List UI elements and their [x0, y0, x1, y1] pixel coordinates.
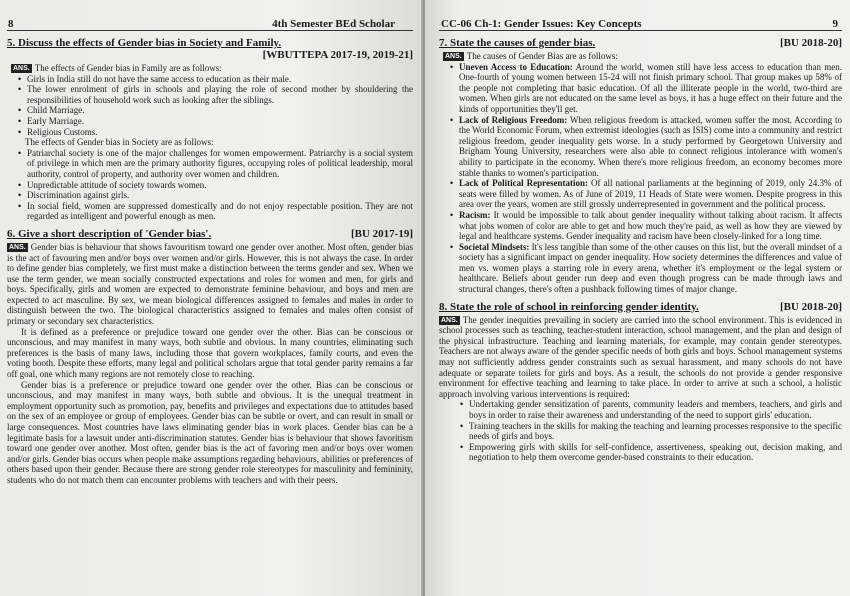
question-7 [439, 37, 842, 295]
question-8-source: [BU 2018-20] [779, 300, 842, 313]
question-5-title: 5. Discuss the effects of Gender bias in Society and Family. [WBUTTEPA 2017-19, 2019-21] [7, 37, 413, 61]
question-8-title: 8. State the role of school in reinforcing gender identity. [BU 2018-20] [439, 300, 842, 313]
q5-society-intro: The effects of Gender bias in Society are as follows: [25, 137, 214, 148]
right-page-number: 9 [832, 18, 838, 30]
list-item: • In social field, women are suppressed domestically and do not enjoy respectable position. They are not regarded as intelligent and powerful enough as men. [27, 201, 413, 222]
question-6 [7, 228, 413, 486]
list-item: • Uneven Access to Education: Around the world, women still have less access to education than men. One-fourth of young women between 15-24 will not finish primary school. That group makes up 58% of the people not completing that basic education. Of all the illiterate people in the world, two-third are women. When girls are not educated on the same level as boys, it has a huge effect on their future and the kinds of opportunities they'll get. [459, 62, 842, 115]
list-item: • Religious Customs. [27, 127, 413, 138]
q6-paragraph-3: Gender bias is a preference or prejudice toward one gender over the other. Bias can be conscious or unconscious, and may manifest in many ways, both subtle and obvious. It is the unequal treatment in employment opportunity such as promotion, pay, benefits and privileges and expectations due to attitudes based on the sex of an employee or group of employees. Gender bias can be subtle or overt, and can result in small or large consequences. Most countries have laws eliminating gender bias in work places. Gender bias can be a legitimate basis for a lawsuit under anti-discrimination statutes. Gender bias is behaviour that shows favoritism toward one gender over another. Most often, gender bias is the act of favoring men and/or boys over women and/or girls. Gender bias occurs when people make assumptions regarding behaviours, abilities or preferences of others based upon their gender. Because there are strong gender role stereotypes for masculinity and femininity, students who do not match them can encounter problems with teachers and with their peers. [7, 379, 413, 485]
question-6-source: [BU 2017-19] [350, 227, 413, 240]
left-page [0, 0, 423, 596]
interventions-list [439, 399, 842, 463]
question-6-title: 6. Give a short description of 'Gender bias'. [BU 2017-19] [7, 227, 413, 240]
list-item: • Discrimination against girls. [27, 190, 413, 201]
causes-list [439, 62, 842, 295]
right-page-header [439, 0, 842, 31]
answer-tag: ANS. [13, 65, 30, 72]
right-page [425, 0, 850, 596]
left-page-number: 8 [8, 18, 14, 30]
answer-tag: ANS. [441, 316, 458, 324]
list-item: • Undertaking gender sensitization of parents, community leaders and members, teachers, and girls and boys in order to raise their awareness and understanding of the need to support girls' education. [469, 399, 842, 420]
list-item: • Racism: It would be impossible to talk about gender inequality without talking about racism. It affects what jobs women of color are able to get and how much they're paid, as well as how they are viewed by legal and healthcare systems. Gender inequality and racism have been closely-linked for a long time. [459, 210, 842, 242]
society-effects-list [7, 148, 413, 222]
question-7-title: 7. State the causes of gender bias. [BU 2018-20] [439, 37, 842, 49]
list-item: • The lower enrolment of girls in schools and playing the role of second mother by shouldering the responsibilities of household work such as looking after the siblings. [27, 84, 413, 105]
question-5 [7, 37, 413, 222]
question-5-source: [WBUTTEPA 2017-19, 2019-21] [262, 49, 413, 61]
list-item: • Early Marriage. [27, 116, 413, 127]
list-item: • Empowering girls with skills for self-confidence, assertiveness, speaking out, decision making, and negotiation to help them overcome gender-based constraints to their education. [469, 442, 842, 463]
q5-intro: The effects of Gender bias in Family are as follows: [34, 63, 222, 73]
list-item: • Patriarchal society is one of the major challenges for women empowerment. Patriarchy is a social system of privilege in which men are the primary authority figures, occupying roles of political leadership, moral authority, control of property, and authority over women and children. [27, 148, 413, 180]
answer-tag: ANS. [9, 243, 26, 251]
left-running-head: 4th Semester BEd Scholar [272, 18, 395, 30]
list-item: • Training teachers in the skills for making the teaching and learning processes responsive to the specific needs of girls and boys. [469, 421, 842, 442]
list-item: • Lack of Political Representation: Of all national parliaments at the beginning of 2019, only 24.3% of seats were filled by women. As of June of 2019, 11 Heads of State were women. Despite progress in this area over the years, women are still grossly underrepresented in government and the political process. [459, 178, 842, 210]
list-item: • Girls in India still do not have the same access to education as their male. [27, 74, 413, 85]
question-7-source: [BU 2018-20] [779, 37, 842, 49]
question-8 [439, 301, 842, 463]
q6-paragraph-2: It is defined as a preference or prejudice toward one gender over the other. Bias can be conscious or unconscious, and may manifest in many ways, both subtle and obvious. In many countries, eliminating such preferences is the basis of many laws, including those that govern workplaces, family courts, and even the voting booth. Despite these efforts, many legal and political scholars argue that total gender parity remains a far off goal, one which many regions are not remotely close to reaching. [7, 326, 413, 380]
list-item: • Lack of Religious Freedom: When religious freedom is attacked, women suffer the most. According to the World Economic Forum, when extremist ideologies (such as ISIS) come into a community and restrict religious freedom, gender inequality gets worse. In a study performed by Georgetown University and Brigham Young University, researchers were also able to connect religious intolerance with women's ability to participate in the economy. When there's more religious freedom, an economy becomes more stable thanks to women's participation. [459, 115, 842, 179]
family-effects-list [7, 74, 413, 138]
q6-paragraph-1: Gender bias is behaviour that shows favouritism toward one gender over another. Most often, gender bias is the act of favouring men and/or boys over women and/or girls. However, this is not always the case. In order to define gender bias completely, we first must make a distinction between the terms gender and sex. When we use the term gender, we mean socially constructed expectations and roles for women and men, for girls and boys. Specifically, girls and women are expected to demonstrate feminine behaviour, and boys and men are expected to act masculine. By sex, we mean biological differences assigned to females and males in order to distinguish between the two. The biological characteristics assigned to females and males often consist of primary or secondary sex characteristics. [7, 241, 413, 327]
left-page-header [7, 0, 413, 31]
right-running-head: CC-06 Ch-1: Gender Issues: Key Concepts [441, 18, 642, 30]
answer-tag: ANS. [445, 53, 462, 60]
q8-paragraph: The gender inequities prevailing in society are carried into the school environment. This is evidenced in school processes such as teaching, teacher-student interaction, school management, and the plan and design of the physical infrastructure. Teaching and learning materials, for example, may contain gender stereotypes. Teachers are not always aware of the gender specific needs of both girls and boys. School management systems may not sufficiently address gender constraints such as sexual harassment, and many schools do not have adequate or separate toilets for girls and boys. As a result, the schools do not provide a gender responsive environment for effective teaching and learning to take place. In order to arrive at such a school, a holistic approach involving various interventions is required: [439, 314, 842, 399]
list-item: • Societal Mindsets: It's less tangible than some of the other causes on this list, but the overall mindset of a society has a significant impact on gender inequality. How society determines the differences and value of men vs. women plays a starring role in every arena, whether it's employment or the legal system or healthcare. Beliefs about gender run deep and even though progress can be made through laws and structural changes, there's often a pushback following times of major change. [459, 242, 842, 295]
list-item: • Unpredictable attitude of society towards women. [27, 180, 413, 191]
q7-intro: The causes of Gender Bias are as follows: [466, 51, 618, 61]
list-item: • Child Marriage. [27, 105, 413, 116]
